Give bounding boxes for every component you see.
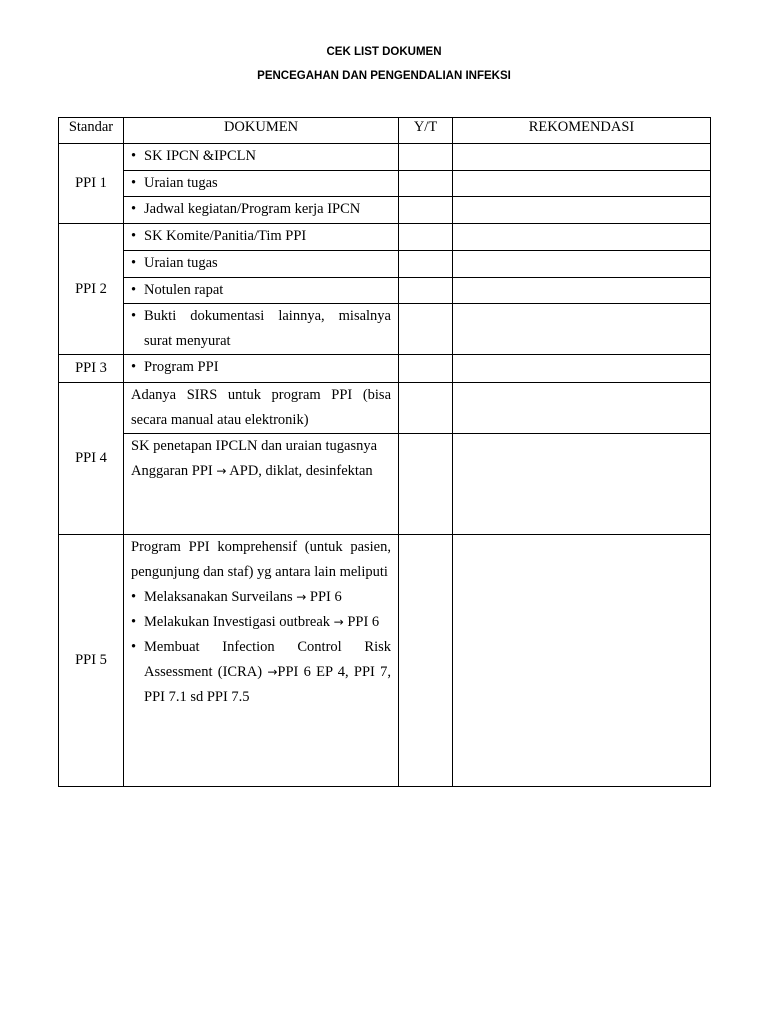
rekomendasi-cell[interactable] (453, 304, 711, 355)
rekomendasi-cell[interactable] (453, 144, 711, 171)
document-title: CEK LIST DOKUMEN (326, 46, 442, 58)
arrow-right-icon: → (296, 590, 307, 604)
header-yt: Y/T (399, 118, 453, 144)
header-row (59, 118, 711, 144)
standard-label: PPI 4 (59, 383, 124, 535)
yt-cell[interactable] (399, 224, 453, 251)
rekomendasi-cell[interactable] (453, 278, 711, 304)
arrow-right-icon: → (267, 665, 278, 679)
bullet-icon: • (131, 639, 137, 655)
rekomendasi-cell[interactable] (453, 251, 711, 278)
bullet-icon: • (131, 148, 137, 164)
document-item: • Uraian tugas (124, 171, 399, 197)
standard-label: PPI 3 (59, 355, 124, 383)
yt-cell[interactable] (399, 434, 453, 535)
table-row (59, 197, 711, 224)
rekomendasi-cell[interactable] (453, 355, 711, 383)
rekomendasi-cell[interactable] (453, 197, 711, 224)
bullet-icon: • (131, 308, 137, 324)
yt-cell[interactable] (399, 197, 453, 224)
table-row (59, 144, 711, 171)
bullet-icon: • (131, 359, 137, 375)
bullet-icon: • (131, 614, 137, 630)
document-item: SK penetapan IPCLN dan uraian tugasnya Anggaran PPI → APD, diklat, desinfektan (124, 434, 399, 535)
arrow-right-icon: → (333, 615, 344, 629)
document-item: • Notulen rapat (124, 278, 399, 304)
yt-cell[interactable] (399, 535, 453, 787)
rekomendasi-cell[interactable] (453, 383, 711, 434)
table-row (59, 251, 711, 278)
table-row (59, 171, 711, 197)
rekomendasi-cell[interactable] (453, 224, 711, 251)
standard-label: PPI 5 (59, 535, 124, 787)
header-rekomendasi: REKOMENDASI (453, 118, 711, 144)
table-row (59, 278, 711, 304)
document-item: • Jadwal kegiatan/Program kerja IPCN (124, 197, 399, 224)
bullet-icon: • (131, 201, 137, 217)
yt-cell[interactable] (399, 278, 453, 304)
document-item: • SK Komite/Panitia/Tim PPI (124, 224, 399, 251)
header-dokumen: DOKUMEN (124, 118, 399, 144)
document-item: Program PPI komprehensif (untuk pasien, pengunjung dan staf) yg antara lain meliputi • Melaksanakan Surveilans → PPI 6 • Melakukan Investigasi outbreak → PPI 6 • Membuat Infection Control Risk Assessment (ICRA) →PPI 6 EP 4, PPI 7, PPI 7.1 sd PPI 7.5 (124, 535, 399, 787)
bullet-icon: • (131, 175, 137, 191)
bullet-icon: • (131, 255, 137, 271)
rekomendasi-cell[interactable] (453, 535, 711, 787)
bullet-icon: • (131, 282, 137, 298)
header-standar: Standar (59, 118, 124, 144)
yt-cell[interactable] (399, 383, 453, 434)
yt-cell[interactable] (399, 171, 453, 197)
table-row (59, 383, 711, 434)
standard-label: PPI 2 (59, 224, 124, 355)
document-item: Adanya SIRS untuk program PPI (bisa secara manual atau elektronik) (124, 383, 399, 434)
document-header (0, 40, 768, 88)
arrow-right-icon: → (216, 464, 227, 478)
document-item: • Bukti dokumentasi lainnya, misalnya surat menyurat (124, 304, 399, 355)
document-item: • Uraian tugas (124, 251, 399, 278)
bullet-icon: • (131, 589, 137, 605)
table-row (59, 224, 711, 251)
document-item: • SK IPCN &IPCLN (124, 144, 399, 171)
table-row (59, 304, 711, 355)
yt-cell[interactable] (399, 144, 453, 171)
rekomendasi-cell[interactable] (453, 434, 711, 535)
document-item: • Program PPI (124, 355, 399, 383)
yt-cell[interactable] (399, 251, 453, 278)
table-row (59, 355, 711, 383)
document-subtitle: PENCEGAHAN DAN PENGENDALIAN INFEKSI (257, 70, 511, 82)
rekomendasi-cell[interactable] (453, 171, 711, 197)
standard-label: PPI 1 (59, 144, 124, 224)
table-row (59, 434, 711, 535)
table-row (59, 535, 711, 787)
bullet-icon: • (131, 228, 137, 244)
yt-cell[interactable] (399, 355, 453, 383)
checklist-table (58, 117, 711, 787)
yt-cell[interactable] (399, 304, 453, 355)
